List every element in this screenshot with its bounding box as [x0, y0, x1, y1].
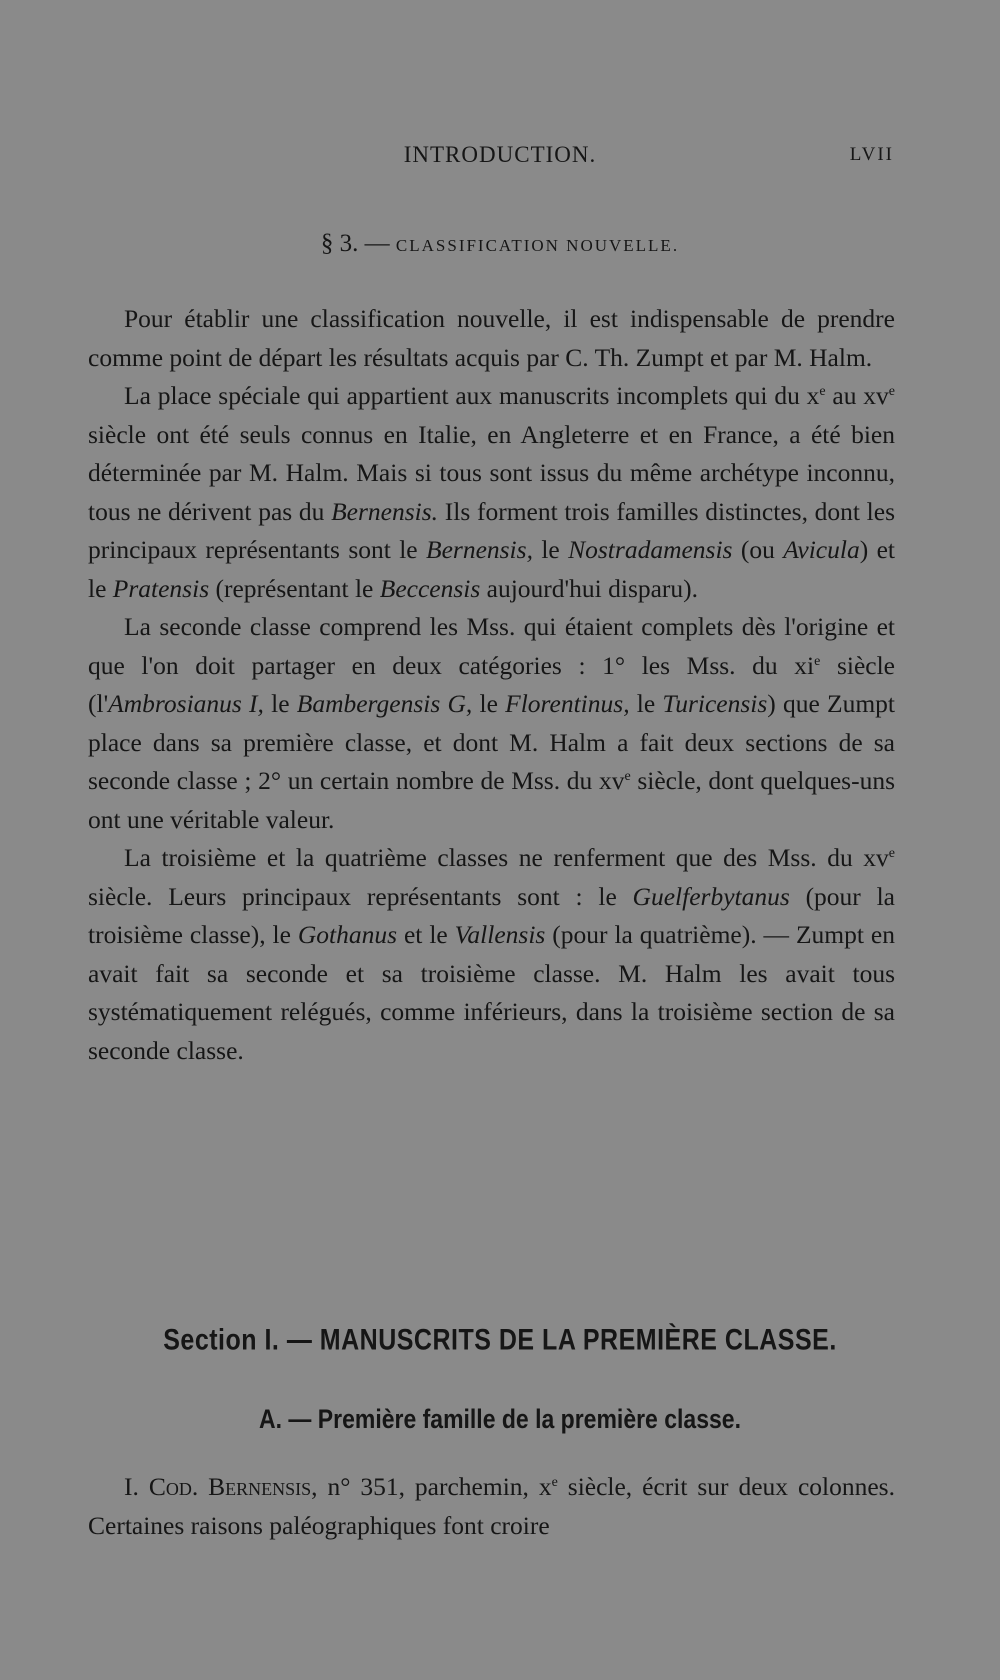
manuscript-name: Pratensis	[112, 573, 210, 603]
section-title: CLASSIFICATION NOUVELLE.	[395, 236, 680, 255]
text-run: La seconde classe comprend les Mss. qui étaient complets dès l'origine et que l'on doit partager en deux catégories : 1° les Mss. du xi	[88, 612, 895, 680]
text-run: (pour la quatrième). — Zumpt en avait fait sa seconde et sa troisième classe. M. Halm les avait tous systématiquement relégués, comme inférieurs, dans la troisième section de sa seconde classe.	[88, 920, 895, 1065]
manuscript-name: Turicensis	[662, 689, 768, 718]
text-run: n° 351, parchemin, x	[317, 1472, 552, 1501]
text-run: le	[472, 689, 506, 718]
entry-paragraph	[88, 1468, 895, 1545]
manuscript-name: Avicula	[783, 535, 860, 564]
manuscript-name: Ambrosianus I,	[108, 689, 264, 718]
text-run: siècle (l'	[88, 650, 895, 718]
paragraph-3	[88, 608, 895, 839]
text-run: ) que Zumpt place dans sa première classe, et dont M. Halm a fait deux sections de sa seconde classe ; 2° un certain nombre de Mss. du xv	[88, 689, 896, 795]
page-number: LVII	[849, 144, 894, 165]
manuscript-name: Bernensis.	[331, 496, 439, 526]
manuscript-name: Gothanus	[297, 920, 398, 949]
section-one-heading: Section I. — MANUSCRITS DE LA PREMIÈRE CLASSE.	[163, 1323, 837, 1357]
text-run: le	[629, 689, 663, 718]
superscript: e	[819, 384, 826, 399]
superscript: e	[624, 769, 631, 784]
text-run: ) et le	[88, 535, 895, 603]
text-run: le	[263, 689, 297, 718]
family-a-heading: A. — Première famille de la première classe.	[259, 1403, 741, 1434]
entry-manuscript-name: Bernensis,	[208, 1472, 318, 1501]
manuscript-name: Bambergensis G,	[296, 689, 473, 718]
superscript: e	[888, 384, 895, 399]
text-run: siècle. Leurs principaux représentants sont : le	[88, 881, 633, 911]
page-header	[0, 142, 1000, 172]
entry-cod: Cod.	[148, 1472, 199, 1501]
superscript: e	[814, 653, 821, 669]
text-run: La place spéciale qui appartient aux manuscrits incomplets qui du x	[124, 381, 820, 410]
text-run: aujourd'hui disparu).	[480, 573, 699, 603]
paragraph-4	[88, 839, 895, 1070]
manuscript-name: Beccensis	[379, 573, 481, 603]
text-run: siècle ont été seuls connus en Italie, en Angleterre et en France, a été bien déterminée par M. Halm. Mais si tous sont issus du même archétype inconnu, tous ne dérivent pas du	[88, 419, 895, 526]
running-title: INTRODUCTION.	[403, 142, 597, 167]
text-run: le	[532, 535, 569, 564]
section-heading	[0, 230, 1000, 258]
superscript: e	[888, 846, 895, 861]
paragraph-1: Pour établir une classification nouvelle, il est indispensable de prendre comme point de départ les résultats acquis par C. Th. Zumpt et par M. Halm.	[88, 304, 895, 372]
text-run: et le	[397, 920, 455, 949]
manuscript-entry	[88, 1468, 895, 1545]
paragraph-2	[88, 377, 895, 608]
text-run: Ils forment trois familles distinctes, dont les principaux représentants sont le	[88, 496, 895, 564]
text-run: (ou	[732, 535, 784, 564]
section-number: § 3. —	[320, 230, 390, 257]
text-run: (représentant le	[209, 573, 380, 603]
text-run: siècle, dont quelques-uns ont une véritable valeur.	[88, 766, 895, 834]
text-run: La troisième et la quatrième classes ne renferment que des Mss. du xv	[124, 843, 889, 872]
superscript: e	[551, 1475, 558, 1490]
body-text	[88, 300, 895, 1070]
manuscript-name: Guelferbytanus	[632, 881, 790, 911]
text-run: (pour la troisième classe), le	[88, 881, 895, 949]
text-run: siècle, écrit sur deux colonnes. Certaines raisons paléographiques font croire	[88, 1472, 895, 1540]
manuscript-name: Nostradamensis	[568, 535, 733, 564]
text-run: au xv	[825, 381, 889, 410]
entry-number: I.	[124, 1472, 139, 1501]
manuscript-name: Bernensis,	[426, 535, 533, 564]
manuscript-name: Vallensis	[454, 920, 546, 949]
manuscript-name: Florentinus,	[505, 689, 630, 718]
